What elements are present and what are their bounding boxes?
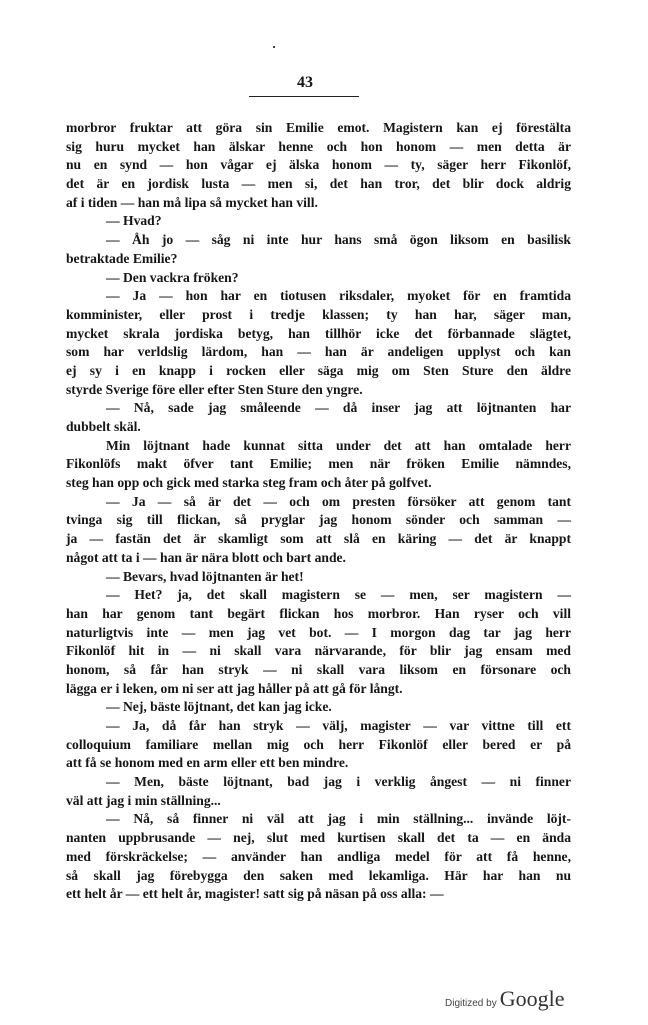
text-line: styrde Sverige före eller efter Sten Sture den yngre. <box>66 381 363 397</box>
text-line: — Men, bäste löjtnant, bad jag i verklig ångest — ni finner <box>106 774 571 790</box>
text-line: det är en jordisk lusta — men si, det han tror, det blir dock aldrig <box>66 176 571 192</box>
text-line: steg han opp och gick med starka steg fram och åter på golfvet. <box>66 475 432 491</box>
text-line: dubbelt skäl. <box>66 419 141 434</box>
text-line: lägga er i leken, om ni ser att jag håller på att gå för långt. <box>66 680 403 696</box>
body-text <box>66 119 571 904</box>
text-line: ja — fastän det är skamligt som att slå en käring — det är knappt <box>66 531 571 547</box>
text-line: att få se honom med en arm eller ett ben mindre. <box>66 755 349 771</box>
text-line: colloquium familiare mellan mig och herr Fikonlöf eller bered er på <box>66 736 571 752</box>
text-line: — Nej, bäste löjtnant, det kan jag icke. <box>106 699 332 715</box>
text-line: af i tiden — han må lipa så mycket han vill. <box>66 194 318 210</box>
text-line: — Ja, då får han stryk — välj, magister — var vittne till ett <box>106 718 571 733</box>
text-line: komminister, eller prost i tredje klassen; ty han har, säger man, <box>66 306 571 322</box>
header-rule <box>249 96 359 97</box>
text-line: något att ta i — han är nära blott och bart ande. <box>66 549 346 565</box>
text-line: naturligtvis inte — men jag vet bot. — I morgon dag tar jag herr <box>66 624 571 640</box>
text-line: väl att jag i min ställning... <box>66 792 221 808</box>
google-logo-text: Google <box>499 986 565 1011</box>
text-line: — Den vackra fröken? <box>106 269 239 285</box>
text-line: han har genom tant begärt flickan hos morbror. Han ryser och vill <box>66 605 571 621</box>
text-line: — Hvad? <box>106 213 162 229</box>
text-line: — Bevars, hvad löjtnanten är het! <box>106 568 304 584</box>
text-line: så skall jag förebygga den saken med lekamliga. Här har han nu <box>66 867 571 883</box>
page-number: 43 <box>297 74 313 91</box>
page-speck <box>273 46 275 48</box>
text-line: — Åh jo — såg ni inte hur hans små ögon liksom en basilisk <box>106 232 571 248</box>
text-line: betraktade Emilie? <box>66 250 178 266</box>
text-line: Fikonlöf hit in — ni skall vara närvarande, för blir jag ensam med <box>66 643 571 659</box>
text-line: — Ja — så är det — och om presten försöker att genom tant <box>106 493 571 509</box>
text-line: Min löjtnant hade kunnat sitta under det att han omtalade herr <box>106 437 571 453</box>
text-line: sig huru mycket han älskar henne och hon honom — men detta är <box>66 138 571 154</box>
text-line: — Ja — hon har en tiotusen riksdaler, myoket för en framtida <box>106 288 571 304</box>
text-line: tvinga sig till flickan, så pryglar jag honom sönder och samman — <box>66 512 571 528</box>
text-line: mycket skrala jordiska betyg, han tillhör icke det förbannade slägtet, <box>66 325 571 341</box>
text-line: som har verldslig lärdom, han — han är andeligen upplyst och kan <box>66 344 571 360</box>
text-line: morbror fruktar att göra sin Emilie emot. Magistern kan ej förestälta <box>66 120 571 135</box>
digitized-by-google-watermark <box>445 986 585 1012</box>
text-line: — Nå, så finner ni väl att jag i min ställning... invände löjt- <box>106 811 571 827</box>
text-line: ej sy i en knapp i rocken eller säga mig om Sten Sture den äldre <box>66 362 571 378</box>
text-line: ett helt år — ett helt år, magister! satt sig på näsan på oss alla: — <box>66 886 444 902</box>
digitized-by-label: Digitized by <box>445 998 497 1009</box>
text-line: — Het? ja, det skall magistern se — men, ser magistern — <box>106 587 571 603</box>
text-line: honom, så får han stryk — ni skall vara liksom en försonare och <box>66 661 571 677</box>
text-line: — Nå, sade jag småleende — då inser jag att löjtnanten har <box>106 400 571 416</box>
text-line: med förskräckelse; — använder han andliga medel för att få henne, <box>66 848 571 864</box>
text-line: nanten uppbrusande — nej, slut med kurtisen skall det ta — en ända <box>66 830 571 846</box>
text-line: nu en synd — hon vågar ej älska honom — ty, säger herr Fikonlöf, <box>66 157 571 173</box>
text-line: Fikonlöfs makt öfver tant Emilie; men när fröken Emilie nämndes, <box>66 456 571 472</box>
